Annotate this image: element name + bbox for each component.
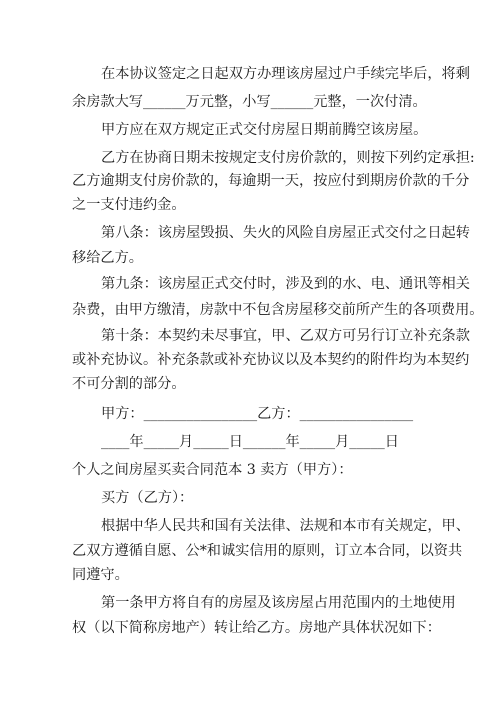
text-line: 或补充协议。补充条款或补充协议以及本契约的附件均为本契约 <box>72 352 470 368</box>
text-line: 乙方逾期支付房价款的，每逾期一天，按应付到期房价款的千分 <box>72 173 470 189</box>
text-line: 第一条甲方将自有的房屋及该房屋占用范围内的土地使用 <box>101 595 456 611</box>
text-line: 权（以下简称房地产）转让给乙方。房地产具体状况如下： <box>72 620 441 636</box>
section-title: 个人之间房屋买卖合同范本 3 卖方（甲方）： <box>72 462 353 478</box>
date-line: ____年_____月_____日______年_____月_____日 <box>101 434 399 450</box>
text-line: 第八条：该房屋毁损、失火的风险自房屋正式交付之日起转 <box>101 225 470 241</box>
text-line: 之一支付违约金。 <box>72 197 186 213</box>
signature-line: 甲方：________________乙方：________________ <box>101 406 414 422</box>
text-line: 乙方在协商日期未按规定支付房价款的，则按下列约定承担: <box>101 150 475 166</box>
text-line: 买方（乙方）： <box>101 490 194 506</box>
text-line: 第九条：该房屋正式交付时，涉及到的水、电、通讯等相关 <box>101 276 470 292</box>
text-line: 第十条：本契约未尽事宜，甲、乙双方可另行订立补充条款 <box>101 328 470 344</box>
text-line: 余房款大写______万元整，小写______元整，一次付清。 <box>72 94 427 110</box>
text-line: 根据中华人民共和国有关法律、法规和本市有关规定，甲、 <box>101 518 470 534</box>
text-line: 甲方应在双方规定正式交付房屋日期前腾空该房屋。 <box>101 122 428 138</box>
text-line: 杂费，由甲方缴清，房款中不包含房屋移交前所产生的各项费用。 <box>72 302 484 318</box>
text-line: 乙双方遵循自愿、公*和诚实信用的原则，订立本合同，以资共 <box>72 543 463 559</box>
text-line: 同遵守。 <box>72 567 129 583</box>
text-line: 移给乙方。 <box>72 250 143 266</box>
text-line: 在本协议签定之日起双方办理该房屋过户手续完毕后，将剩 <box>101 66 470 82</box>
text-line: 不可分割的部分。 <box>72 376 186 392</box>
